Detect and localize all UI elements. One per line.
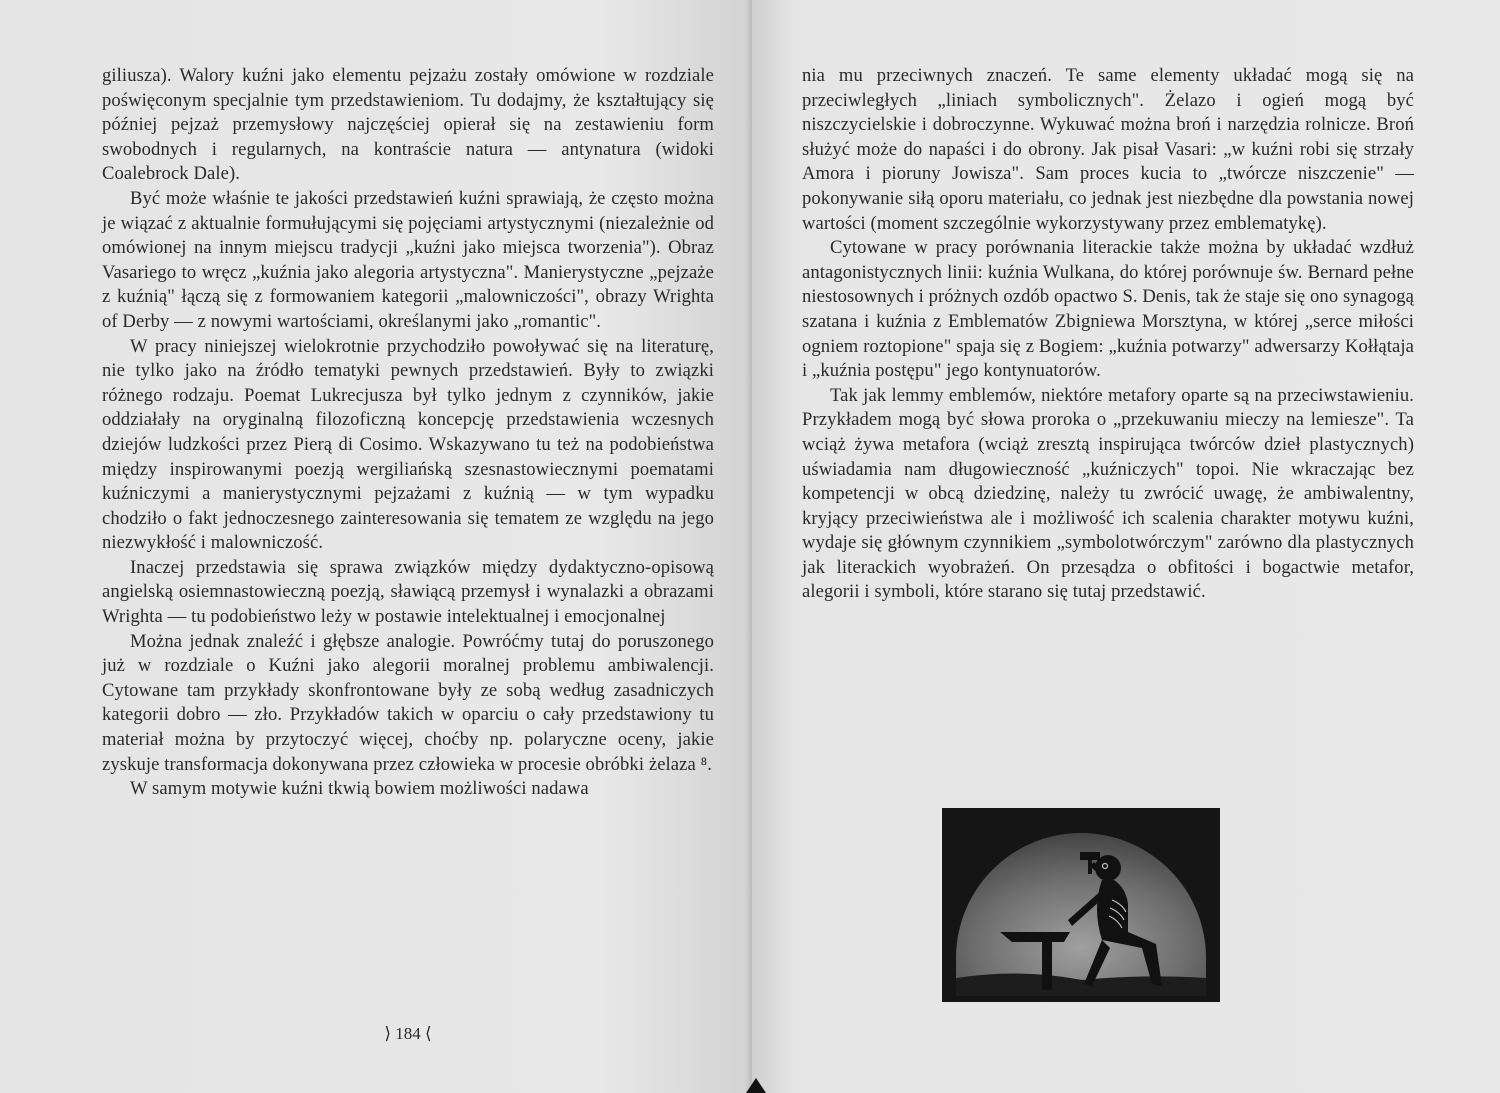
paragraph: Można jednak znaleźć i głębsze analogie. Powróćmy tutaj do poruszonego już w rozdziale o Kuźni jako alegorii moralnej problemu ambiwalencji. Cytowane tam przykłady skonfrontowane były ze sobą według zasadniczych kategorii dobro — zło. Przykładów takich w oparciu o cały przedstawiony tu materiał można by przytoczyć więcej, choćby np. polaryczne oceny, jakie zyskuje transformacja dokonywana przez człowieka w procesie obróbki żelaza ⁸. <box>102 630 714 775</box>
paragraph: giliusza). Walory kuźni jako elementu pejzażu zostały omówione w rozdziale poświęconym specjalnie tym przedstawieniom. Tu dodajmy, że kształtujący się później pejzaż przemysłowy najczęściej opierał się na zestawieniu form swobodnych i regularnych, na kontraście natura — antynatura (widoki Coalebrock Dale). <box>102 65 714 185</box>
paragraph: nia mu przeciwnych znaczeń. Te same elementy układać mogą się na przeciwległych „liniach symbolicznych". Żelazo i ogień mogą być niszczycielskie i dobroczynne. Wykuwać można broń i narzędzia rolnicze. Broń służyć może do napaści i do obrony. Jak pisał Vasari: „w kuźni robi się strzały Amora i pioruny Jowisza". Sam proces kucia to „twórcze niszczenie" — pokonywanie siłą oporu materiału, co jednak jest niezbędne dla powstania nowej wartości (moment szczególnie wykorzystywany przez emblematykę). <box>802 65 1414 234</box>
paragraph: W samym motywie kuźni tkwią bowiem możliwości nadawa <box>130 778 589 800</box>
paragraph: W pracy niniejszej wielokrotnie przychodziło powoływać się na literaturę, nie tylko jako na źródło tematyki pewnych przedstawień. Były to związki różnego rodzaju. Poemat Lukrecjusza był tylko jednym z czynników, jakie oddziałały na oryginalną filozoficzną koncepcję przedstawienia wczesnych dziejów ludzkości przez Pierą di Cosimo. Wskazywano tu też na podobieństwa między inspirowanymi poezją wergiliańską szesnastowiecznymi poematami kuźniczymi a manierystycznymi pejzażami z kuźnią — w tym wypadku chodziło o fakt jednoczesnego zainteresowania się tematem ze względu na jego niezwykłość i malowniczość. <box>102 335 714 554</box>
paragraph: Cytowane w pracy porównania literackie także można by układać wzdłuż antagonistycznych linii: kuźnia Wulkana, do której porównuje św. Bernard pełne niestosownych i próżnych ozdób opactwo S. Denis, tak że staje się ono synagogą szatana i kuźnia z Emblematów Zbigniewa Morsztyna, w której „serce miłości ogniem roztopione" spaja się z Bogiem: „kuźnia potwarzy" adwersarzy Kołłątaja i „kuźnia postępu" jego kontynuatorów. <box>802 237 1414 382</box>
paragraph: Być może właśnie te jakości przedstawień kuźni sprawiają, że często można je wiązać z aktualnie formułującymi się pojęciami artystycznymi (niezależnie od omówionej na innym miejscu tradycji „kuźni jako miejsca tworzenia"). Obraz Vasariego to wręcz „kuźnia jako alegoria artystyczna". Manierystyczne „pejzaże z kuźnią" łączą się z formowaniem kategorii „malowniczości", obrazy Wrighta of Derby — z nowymi wartościami, określanymi jako „romantic". <box>102 187 714 332</box>
page-marker <box>746 1078 766 1093</box>
paragraph: Inaczej przedstawia się sprawa związków między dydaktyczno-opisową angielską osiemnastowieczną poezją, sławiącą przemysł i wynalazki a obrazami Wrighta — tu podobieństwo leży w postawie intelektualnej i emocjonalnej <box>102 556 714 628</box>
right-page-text <box>802 64 1414 605</box>
paragraph: Tak jak lemmy emblemów, niektóre metafory oparte są na przeciwstawieniu. Przykładem mogą być słowa proroka o „przekuwaniu mieczy na lemiesze". Ta wciąż żywa metafora (wciąż zresztą inspirująca twórców dzieł plastycznych) uświadamia nam długowieczność „kuźniczych" topoi. Nie wkraczając bez kompetencji w obcą dziedzinę, należy tu zwrócić uwagę, że ambiwalentny, kryjący przeciwieństwa ale i możliwość ich scalenia charakter motywu kuźni, wydaje się głównym czynnikiem „symbolotwórczym" zarówno dla plastycznych jak literackich wyobrażeń. On przesądza o obfitości i bogactwie metafor, alegorii i symboli, które starano się tutaj przedstawić. <box>802 384 1414 603</box>
left-page-text <box>102 64 714 802</box>
skeleton-blacksmith-icon <box>942 808 1220 1002</box>
page-number: ⟩ 184 ⟨ <box>384 1024 432 1043</box>
right-page <box>752 0 1500 1093</box>
